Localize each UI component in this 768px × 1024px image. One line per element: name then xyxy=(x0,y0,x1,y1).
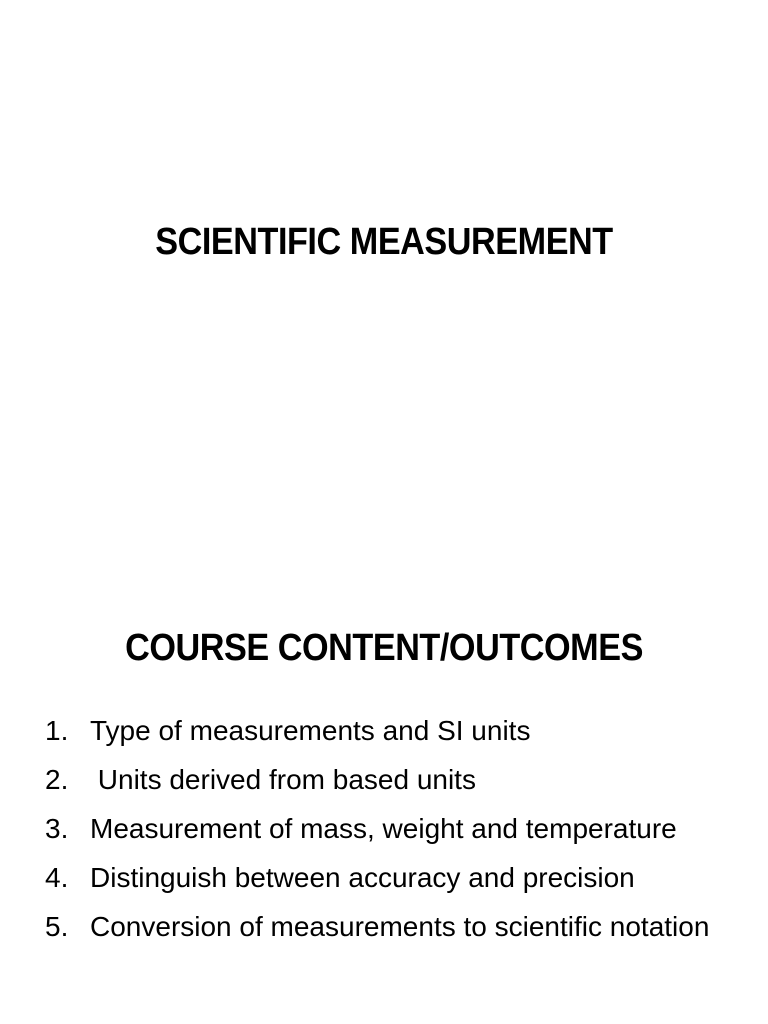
list-item xyxy=(0,857,768,899)
list-item-text: Type of measurements and SI units xyxy=(90,715,531,746)
list-item-number: 5. xyxy=(45,911,69,942)
list-item-text: Units derived from based units xyxy=(90,764,476,795)
outcomes-slide xyxy=(0,576,768,1024)
list-item-text: Conversion of measurements to scientific notation xyxy=(90,911,710,942)
slide-heading: COURSE CONTENT/OUTCOMES xyxy=(125,627,643,669)
list-item-number: 1. xyxy=(45,715,69,746)
slide-title: SCIENTIFIC MEASUREMENT xyxy=(155,221,613,263)
list-item-text: Measurement of mass, weight and temperature xyxy=(90,813,677,844)
list-item xyxy=(0,759,768,801)
outcomes-list xyxy=(0,710,768,955)
list-item-number: 4. xyxy=(45,862,69,893)
list-item xyxy=(0,710,768,752)
list-item xyxy=(0,906,768,948)
list-item xyxy=(0,808,768,850)
list-item-number: 3. xyxy=(45,813,69,844)
list-item-text: Distinguish between accuracy and precision xyxy=(90,862,635,893)
list-item-number: 2. xyxy=(45,764,69,795)
